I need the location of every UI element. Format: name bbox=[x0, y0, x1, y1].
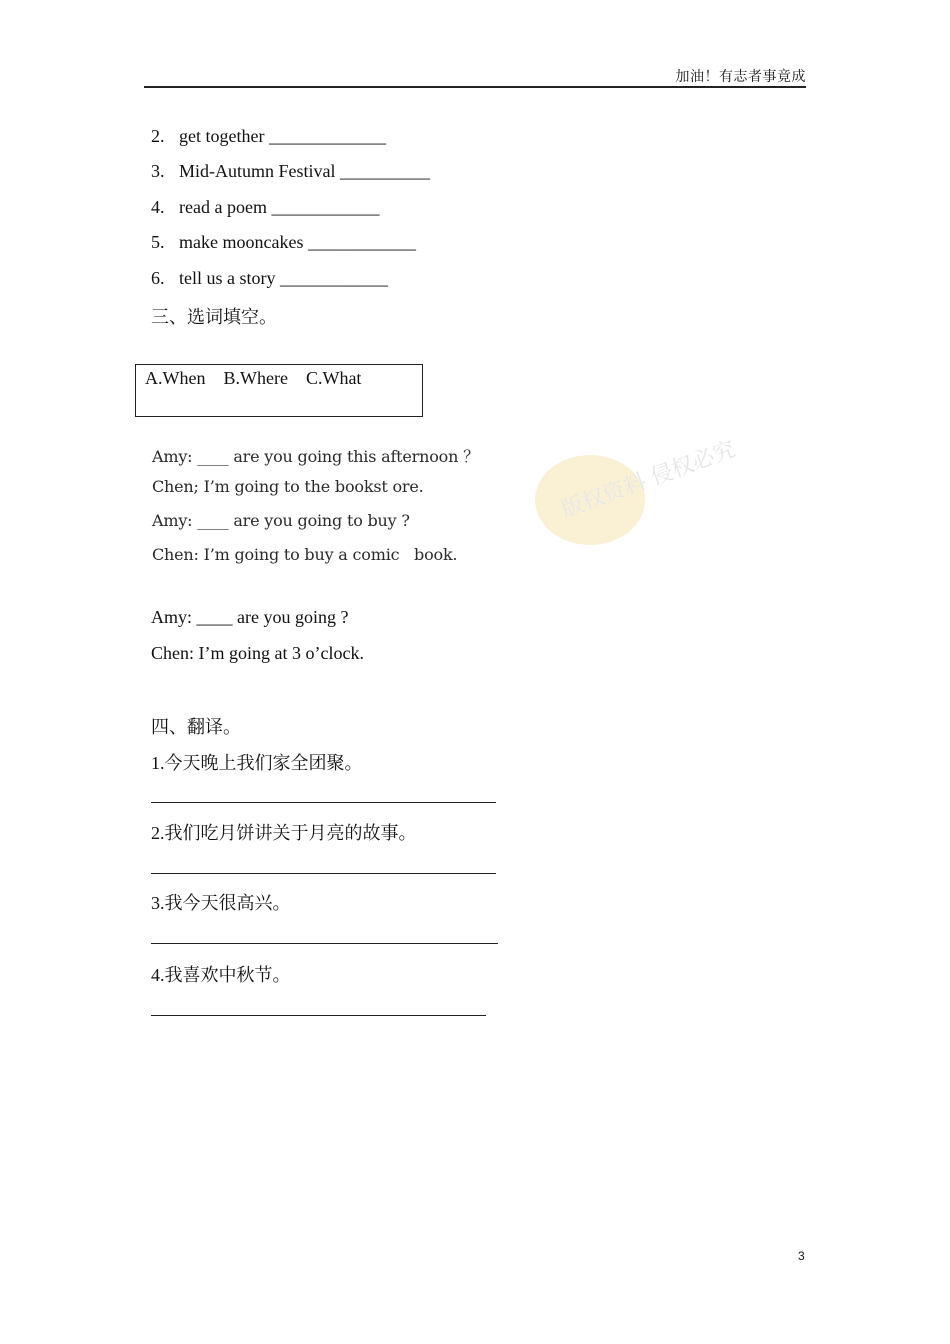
section3-title: 三、选词填空。 bbox=[151, 307, 277, 327]
page-number: 3 bbox=[798, 1249, 805, 1263]
dialog-image-line: Chen; I’m going to the bookst ore. bbox=[152, 477, 424, 496]
header-motto: 加油！有志者事竟成 bbox=[675, 70, 806, 85]
word-choices: A.When B.Where C.What bbox=[145, 368, 362, 388]
translation-prompt: 3.我今天很高兴。 bbox=[151, 893, 291, 913]
phrase-text: get together _____________ bbox=[179, 126, 386, 146]
answer-line[interactable] bbox=[151, 802, 496, 803]
phrase-number: 3. bbox=[151, 161, 165, 181]
translation-prompt: 4.我喜欢中秋节。 bbox=[151, 965, 291, 985]
phrase-text: tell us a story ____________ bbox=[179, 268, 388, 288]
answer-line[interactable] bbox=[151, 943, 498, 944]
phrase-number: 5. bbox=[151, 232, 165, 252]
dialog-image-line: Chen: I’m going to buy a comic book. bbox=[152, 545, 458, 564]
phrase-text: read a poem ____________ bbox=[179, 197, 380, 217]
page-header bbox=[144, 62, 806, 88]
word-choice-box bbox=[135, 364, 423, 417]
dialog-line: Chen: I’m going at 3 o’clock. bbox=[151, 643, 364, 663]
phrase-number: 2. bbox=[151, 126, 165, 146]
translation-prompt: 1.今天晚上我们家全团聚。 bbox=[151, 753, 363, 773]
section4-title: 四、翻译。 bbox=[151, 717, 241, 737]
dialog-line: Amy: ____ are you going ? bbox=[151, 607, 349, 627]
dialog-image-line: Amy: ____ are you going to buy ? bbox=[152, 511, 410, 530]
phrase-item bbox=[151, 268, 388, 289]
phrase-number: 6. bbox=[151, 268, 165, 288]
phrase-number: 4. bbox=[151, 197, 165, 217]
answer-line[interactable] bbox=[151, 1015, 486, 1016]
phrase-item bbox=[151, 197, 379, 218]
phrase-text: make mooncakes ____________ bbox=[179, 232, 416, 252]
phrase-item bbox=[151, 161, 430, 182]
dialog-image-line: Amy: ____ are you going this afternoon ？ bbox=[152, 447, 479, 466]
translation-prompt: 2.我们吃月饼讲关于月亮的故事。 bbox=[151, 823, 417, 843]
phrase-item bbox=[151, 232, 416, 253]
phrase-text: Mid-Autumn Festival __________ bbox=[179, 161, 430, 181]
phrase-item bbox=[151, 126, 386, 147]
answer-line[interactable] bbox=[151, 873, 496, 874]
copyright-watermark bbox=[520, 430, 770, 560]
watermark-text: 版权资料 侵权必究 bbox=[558, 436, 739, 523]
